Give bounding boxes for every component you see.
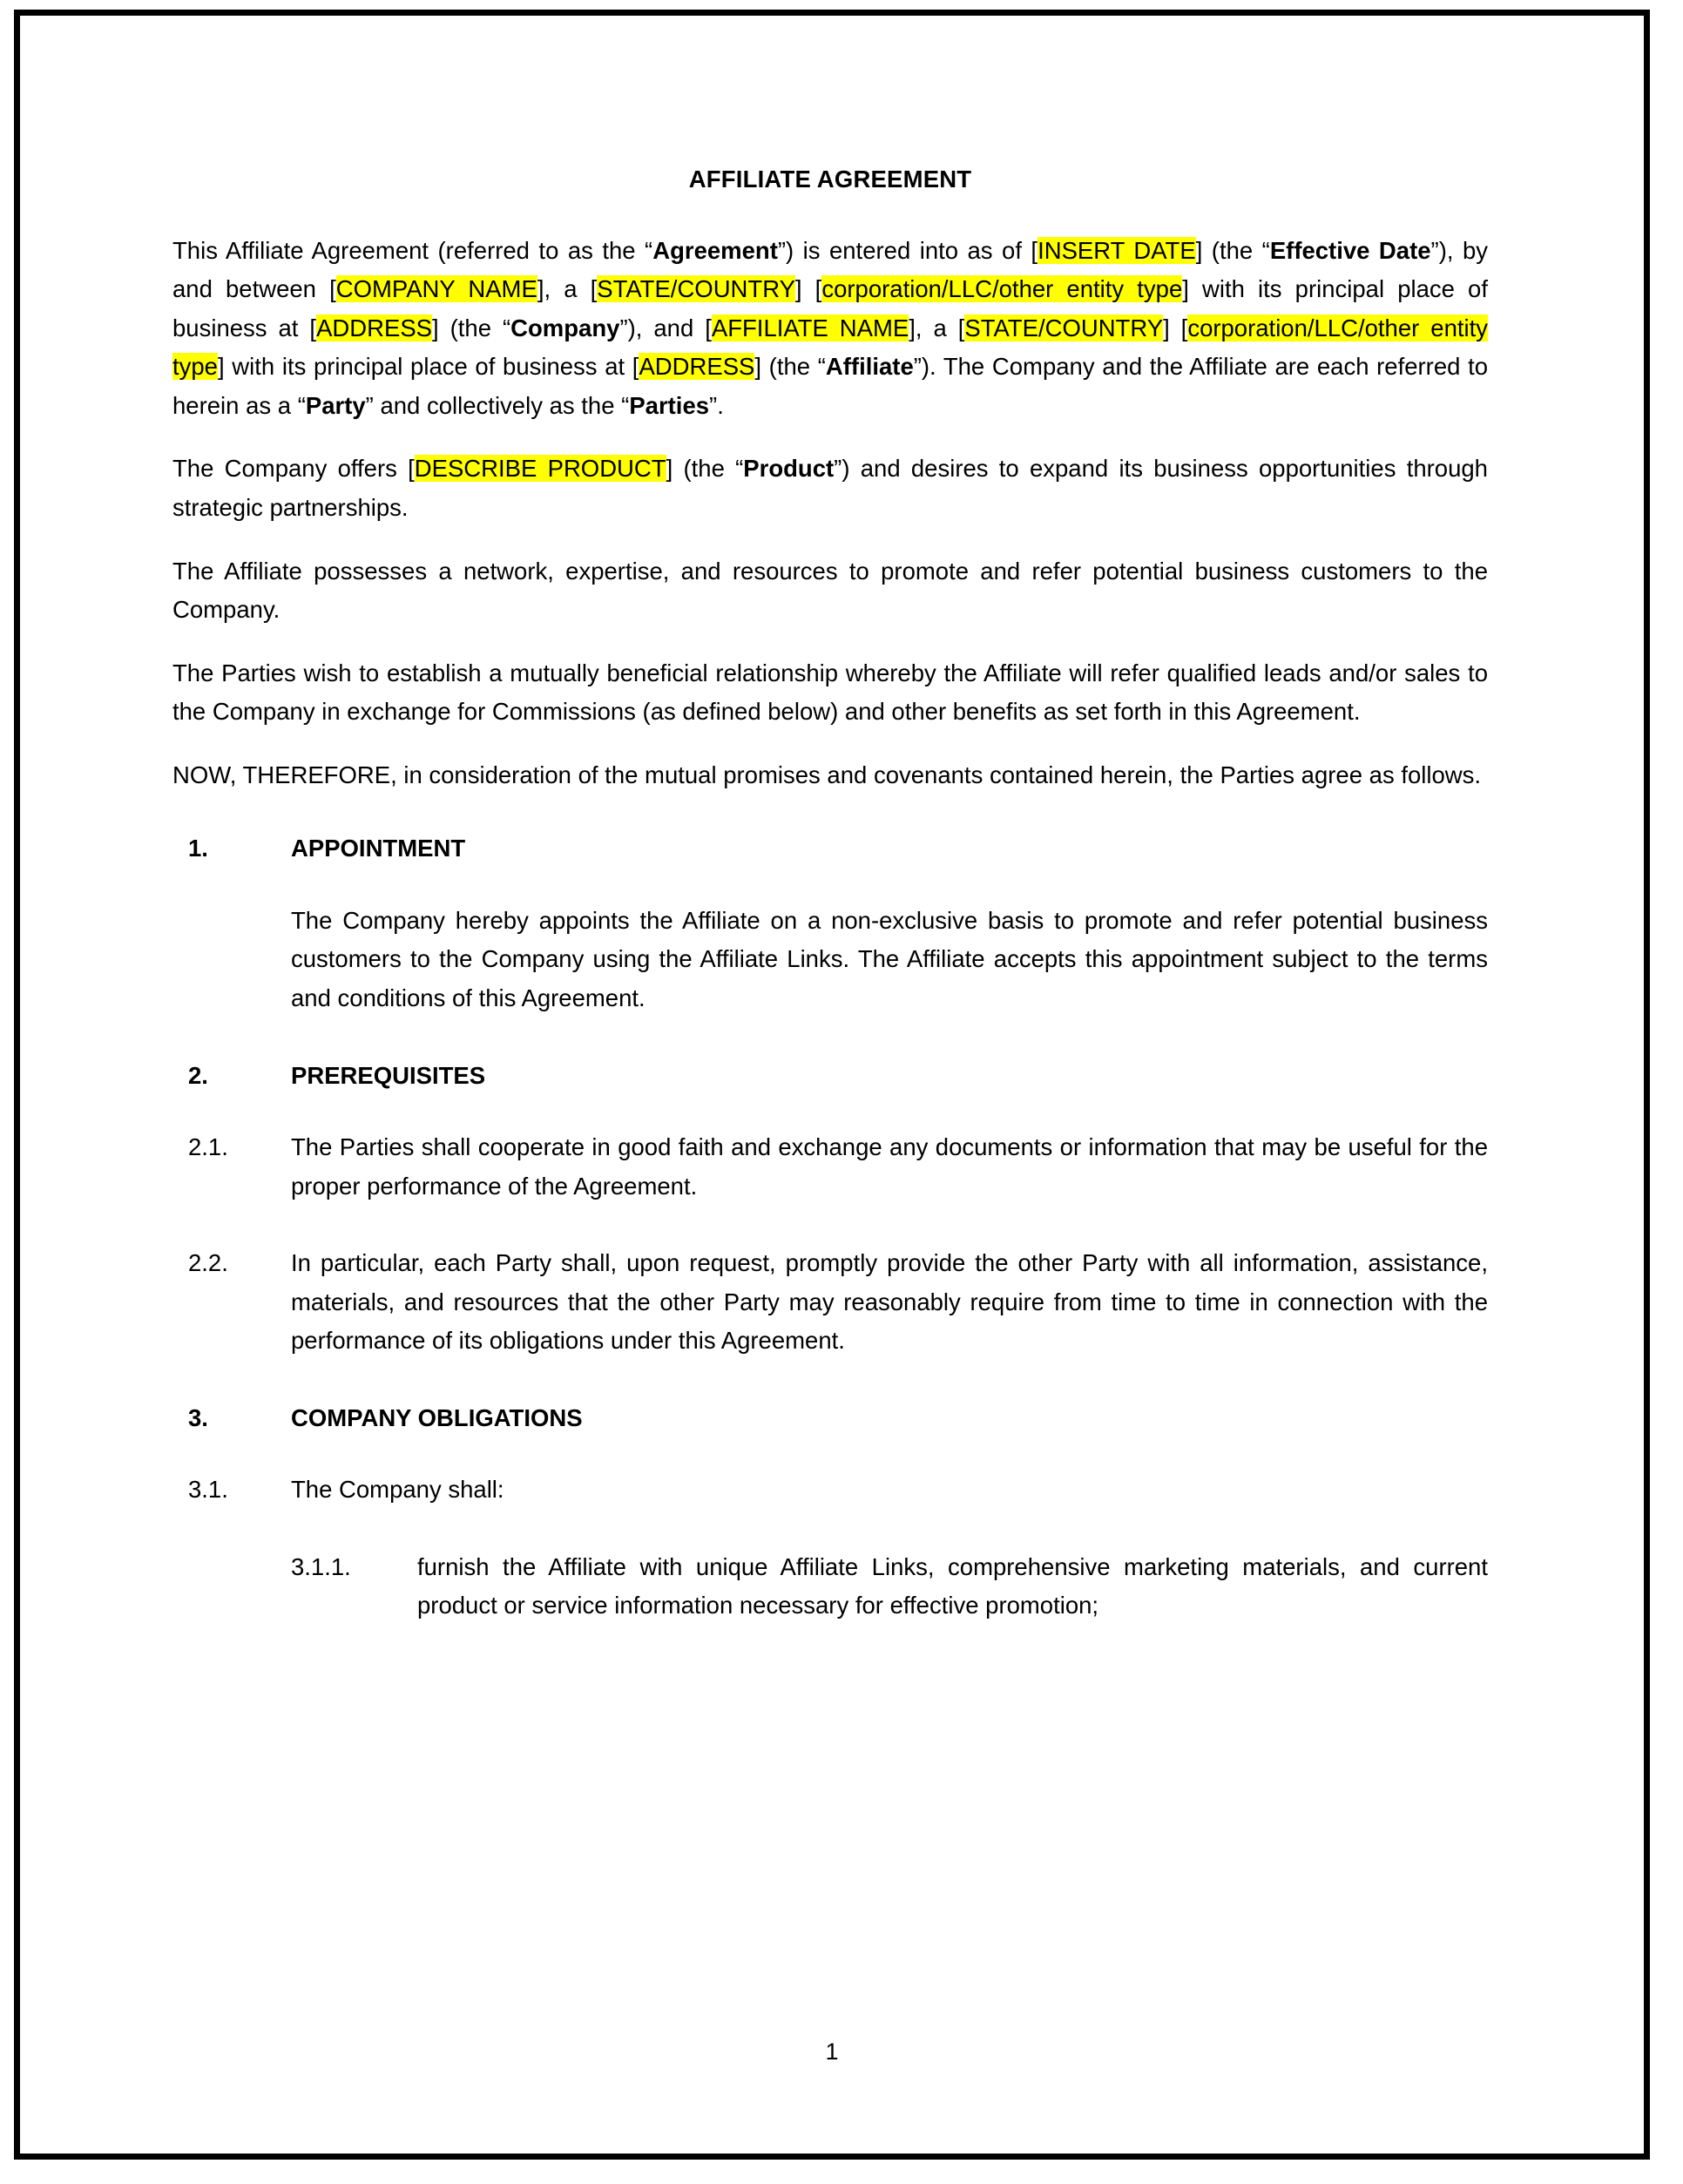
preamble-paragraph-4: The Parties wish to establish a mutually beneficial relationship whereby the Affiliate will refer qualified leads and/or sales to the Company in exchange for Commissions (as defined below) and other benefits as set forth in this Agreement. [172,659,1488,726]
clause-text-2-1: The Parties shall cooperate in good faith and exchange any documents or information that may be useful for the proper performance of the Agreement. [291,1133,1488,1200]
defined-term-effective-date: Effective Date [1269,236,1431,264]
clause-number-2-2: 2.2. [188,1249,228,1277]
section-number-1: 1. [188,835,208,862]
section-number-3: 3. [188,1403,208,1431]
section-body-1 [172,902,1488,1018]
text-run: ”. [709,391,724,419]
clause-2-1 [172,1128,1488,1206]
subclause-text-3-1-1: furnish the Affiliate with unique Affiliate Links, comprehensive marketing materials, and current product or service information necessary for effective promotion; [417,1552,1488,1619]
clause-number-3-1: 3.1. [188,1476,228,1504]
clause-2-2 [172,1244,1488,1361]
page-number-footer: 1 [825,2039,839,2065]
text-run: ] with its principal place of business at [ [217,353,639,381]
placeholder-state-country-2: STATE/COUNTRY [964,314,1164,341]
text-run: ] (the “ [754,353,826,381]
page-title: AFFILIATE AGREEMENT [688,166,972,193]
section-body-text-1: The Company hereby appoints the Affiliate on a non-exclusive basis to promote and refer potential business customers to the Company using the Affiliate Links. The Affiliate accepts this appointment subject to the terms and conditions of this Agreement. [291,906,1488,1011]
text-run: ] (the “ [1195,236,1270,264]
text-run: ] [ [794,275,822,303]
defined-term-parties: Parties [629,391,710,419]
placeholder-affiliate-name: AFFILIATE NAME [711,314,909,341]
clause-number-2-1: 2.1. [188,1133,228,1161]
clause-text-3-1: The Company shall: [291,1476,504,1504]
text-run: ] with its principal place of business at [ [172,275,1488,341]
section-heading-2 [172,1057,1488,1096]
text-run: ] (the “ [666,455,744,483]
clause-text-2-2: In particular, each Party shall, upon request, promptly provide the other Party with all information, assistance, materials, and resources that the other Party may reasonably require from time to time in connection with the performance of its obligations under this Agreement. [291,1249,1488,1355]
text-run: ”). The Company and the Affiliate are each referred to herein as a “ [172,353,1489,419]
placeholder-address-2: ADDRESS [639,353,755,381]
subclause-3-1-1 [172,1548,1488,1626]
section-heading-1 [172,829,1488,869]
defined-term-company: Company [510,314,620,341]
page-border-frame [14,10,1650,2160]
text-run: ], a [ [909,314,965,341]
text-run: ], a [ [537,275,598,303]
placeholder-entity-type-1: corporation/LLC/other entity type [821,275,1183,303]
text-run: This Affiliate Agreement (referred to as the “ [172,236,653,264]
defined-term-agreement: Agreement [652,236,778,264]
preamble-paragraph-5: NOW, THEREFORE, in consideration of the mutual promises and covenants contained herein, the Parties agree as follows. [172,761,1482,788]
preamble-paragraph-3: The Affiliate possesses a network, expertise, and resources to promote and refer potential business customers to the Company. [172,557,1488,624]
section-title-3: COMPANY OBLIGATIONS [291,1403,583,1431]
defined-term-product: Product [743,455,835,483]
placeholder-state-country-1: STATE/COUNTRY [597,275,795,303]
placeholder-company-name: COMPANY NAME [335,275,537,303]
preamble-paragraph-1 [172,232,1488,426]
defined-term-affiliate: Affiliate [825,353,914,381]
placeholder-address-1: ADDRESS [316,314,433,341]
text-run: ] (the “ [432,314,511,341]
section-number-2: 2. [188,1061,208,1089]
section-title-1: APPOINTMENT [291,835,466,862]
placeholder-entity-type-2: corporation/LLC/other entity type [172,314,1488,381]
text-run: ”) and desires to expand its business opportunities through strategic partnerships. [172,455,1488,522]
document-content [172,164,1488,1652]
subclause-number-3-1-1: 3.1.1. [291,1552,351,1580]
preamble-paragraph-2 [172,450,1488,527]
section-heading-3 [172,1399,1488,1438]
text-run: ” and collectively as the “ [365,391,630,419]
text-run: The Company offers [ [172,455,415,483]
placeholder-insert-date: INSERT DATE [1038,236,1196,264]
placeholder-describe-product: DESCRIBE PRODUCT [414,455,666,483]
section-title-2: PREREQUISITES [291,1061,486,1089]
defined-term-party: Party [305,391,366,419]
text-run: ] [ [1163,314,1188,341]
text-run: ”), by and between [ [172,236,1488,303]
text-run: ”), and [ [619,314,712,341]
clause-3-1 [172,1471,1488,1510]
text-run: ”) is entered into as of [ [777,236,1038,264]
